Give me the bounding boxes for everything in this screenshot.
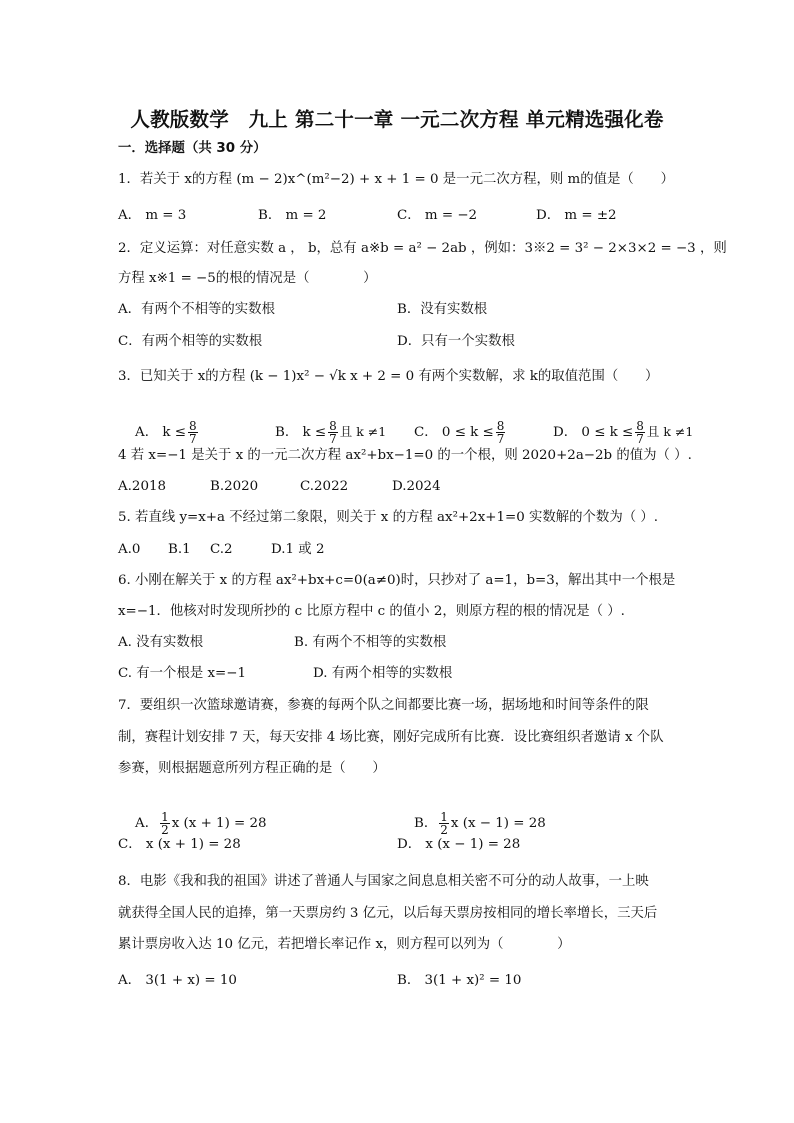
q2-option-c: C．有两个相等的实数根 — [118, 334, 263, 349]
q4-option-c: C.2022 — [300, 479, 349, 494]
q1-option-a: A． m = 3 — [118, 208, 187, 223]
q1-option-d: D． m = ±2 — [536, 208, 617, 223]
fraction-8-7 — [188, 420, 198, 445]
fraction-8-7 — [328, 420, 338, 445]
question-1-stem: 1．若关于 x的方程 (m − 2)x^(m²−2) + x + 1 = 0 是一元二次方程，则 m的值是（ ） — [118, 172, 674, 187]
q3-d-condition: 且 k ≠1 — [646, 424, 694, 439]
frac-num: 8 — [329, 419, 337, 433]
q6-option-d: D. 有两个相等的实数根 — [313, 666, 453, 681]
question-7-stem-line3: 参赛，则根据题意所列方程正确的是（ ） — [118, 761, 386, 776]
q7-a-label: A． — [135, 816, 159, 831]
section-heading: 一．选择题（共 30 分） — [118, 141, 267, 156]
q3-d-text: D． 0 ≤ k ≤ — [553, 425, 634, 440]
question-3-stem: 3．已知关于 x的方程 (k − 1)x² − √k x + 2 = 0 有两个实数解，求 k的取值范围（ ） — [118, 369, 659, 384]
frac-den: 2 — [161, 823, 169, 837]
fraction-1-2 — [439, 811, 449, 836]
frac-den: 7 — [188, 432, 197, 446]
q6-option-b: B. 有两个不相等的实数根 — [294, 635, 447, 650]
frac-num: 1 — [440, 810, 448, 824]
question-7-stem-line1: 7．要组织一次篮球邀请赛，参赛的每两个队之间都要比赛一场，据场地和时间等条件的限 — [118, 698, 649, 713]
q7-a-expr: x (x + 1) = 28 — [171, 816, 267, 831]
q2-option-a: A．有两个不相等的实数根 — [118, 302, 275, 317]
page-title: 人教版数学 九上 第二十一章 一元二次方程 单元精选强化卷 — [130, 108, 664, 131]
q8-option-a: A． 3(1 + x) = 10 — [118, 973, 237, 988]
q5-option-c: C.2 — [210, 542, 233, 557]
q2-option-b: B．没有实数根 — [397, 302, 488, 317]
question-7-stem-line2: 制，赛程计划安排 7 天，每天安排 4 场比赛，刚好完成所有比赛．设比赛组织者邀请 x 个队 — [118, 730, 664, 745]
fraction-8-7 — [496, 420, 506, 445]
question-6-stem-line2: x=−1．他核对时发现所抄的 c 比原方程中 c 的值小 2，则原方程的根的情况是（ ）. — [118, 604, 625, 619]
question-8-stem-line3: 累计票房收入达 10 亿元，若把增长率记作 x，则方程可以列为（ ） — [118, 937, 571, 952]
fraction-1-2 — [160, 811, 170, 836]
frac-num: 8 — [636, 419, 644, 433]
q3-c-text: C． 0 ≤ k ≤ — [414, 425, 494, 440]
q1-option-c: C． m = −2 — [397, 208, 478, 223]
q5-option-a: A.0 — [118, 542, 141, 557]
frac-num: 1 — [161, 810, 169, 824]
q3-b-text: B． k ≤ — [275, 425, 327, 440]
frac-den: 7 — [329, 432, 337, 446]
q3-a-text: A． k ≤ — [135, 425, 186, 440]
frac-den: 7 — [496, 432, 505, 446]
q6-option-a: A. 没有实数根 — [118, 635, 204, 650]
frac-den: 2 — [440, 823, 448, 837]
question-4-stem: 4 若 x=−1 是关于 x 的一元二次方程 ax²+bx−1=0 的一个根，则 2020+2a−2b 的值为（ ）. — [118, 448, 692, 463]
question-6-stem-line1: 6. 小刚在解关于 x 的方程 ax²+bx+c=0(a≠0)时，只抄对了 a=1，b=3，解出其中一个根是 — [118, 573, 676, 588]
q5-option-d: D.1 或 2 — [271, 542, 325, 557]
q4-option-b: B.2020 — [210, 479, 259, 494]
q7-option-d: D． x (x − 1) = 28 — [397, 837, 521, 852]
question-2-stem-line2: 方程 x※1 = −5的根的情况是（ ） — [118, 271, 377, 286]
q6-option-c: C. 有一个根是 x=−1 — [118, 666, 247, 681]
q2-option-d: D．只有一个实数根 — [397, 334, 515, 349]
q4-option-a: A.2018 — [118, 479, 167, 494]
q1-option-b: B． m = 2 — [258, 208, 327, 223]
question-8-stem-line2: 就获得全国人民的追捧，第一天票房约 3 亿元，以后每天票房按相同的增长率增长，三天后 — [118, 906, 658, 921]
frac-num: 8 — [188, 419, 197, 433]
question-5-stem: 5. 若直线 y=x+a 不经过第二象限，则关于 x 的方程 ax²+2x+1=0 实数解的个数为（ ）. — [118, 510, 659, 525]
fraction-8-7 — [635, 420, 645, 445]
q8-option-b: B． 3(1 + x)² = 10 — [397, 973, 522, 988]
q7-option-c: C． x (x + 1) = 28 — [118, 837, 241, 852]
q4-option-d: D.2024 — [392, 479, 441, 494]
frac-den: 7 — [636, 432, 644, 446]
question-2-stem-line1: 2．定义运算：对任意实数 a ， b，总有 a※b = a² − 2ab ，例如：3※2 = 3² − 2×3×2 = −3 ，则 — [118, 241, 727, 256]
q7-b-expr: x (x − 1) = 28 — [450, 816, 546, 831]
question-8-stem-line1: 8．电影《我和我的祖国》讲述了普通人与国家之间息息相关密不可分的动人故事，一上映 — [118, 874, 649, 889]
q5-option-b: B.1 — [168, 542, 191, 557]
q7-b-label: B． — [414, 816, 438, 831]
q3-b-condition: 且 k ≠1 — [339, 424, 387, 439]
frac-num: 8 — [496, 419, 505, 433]
